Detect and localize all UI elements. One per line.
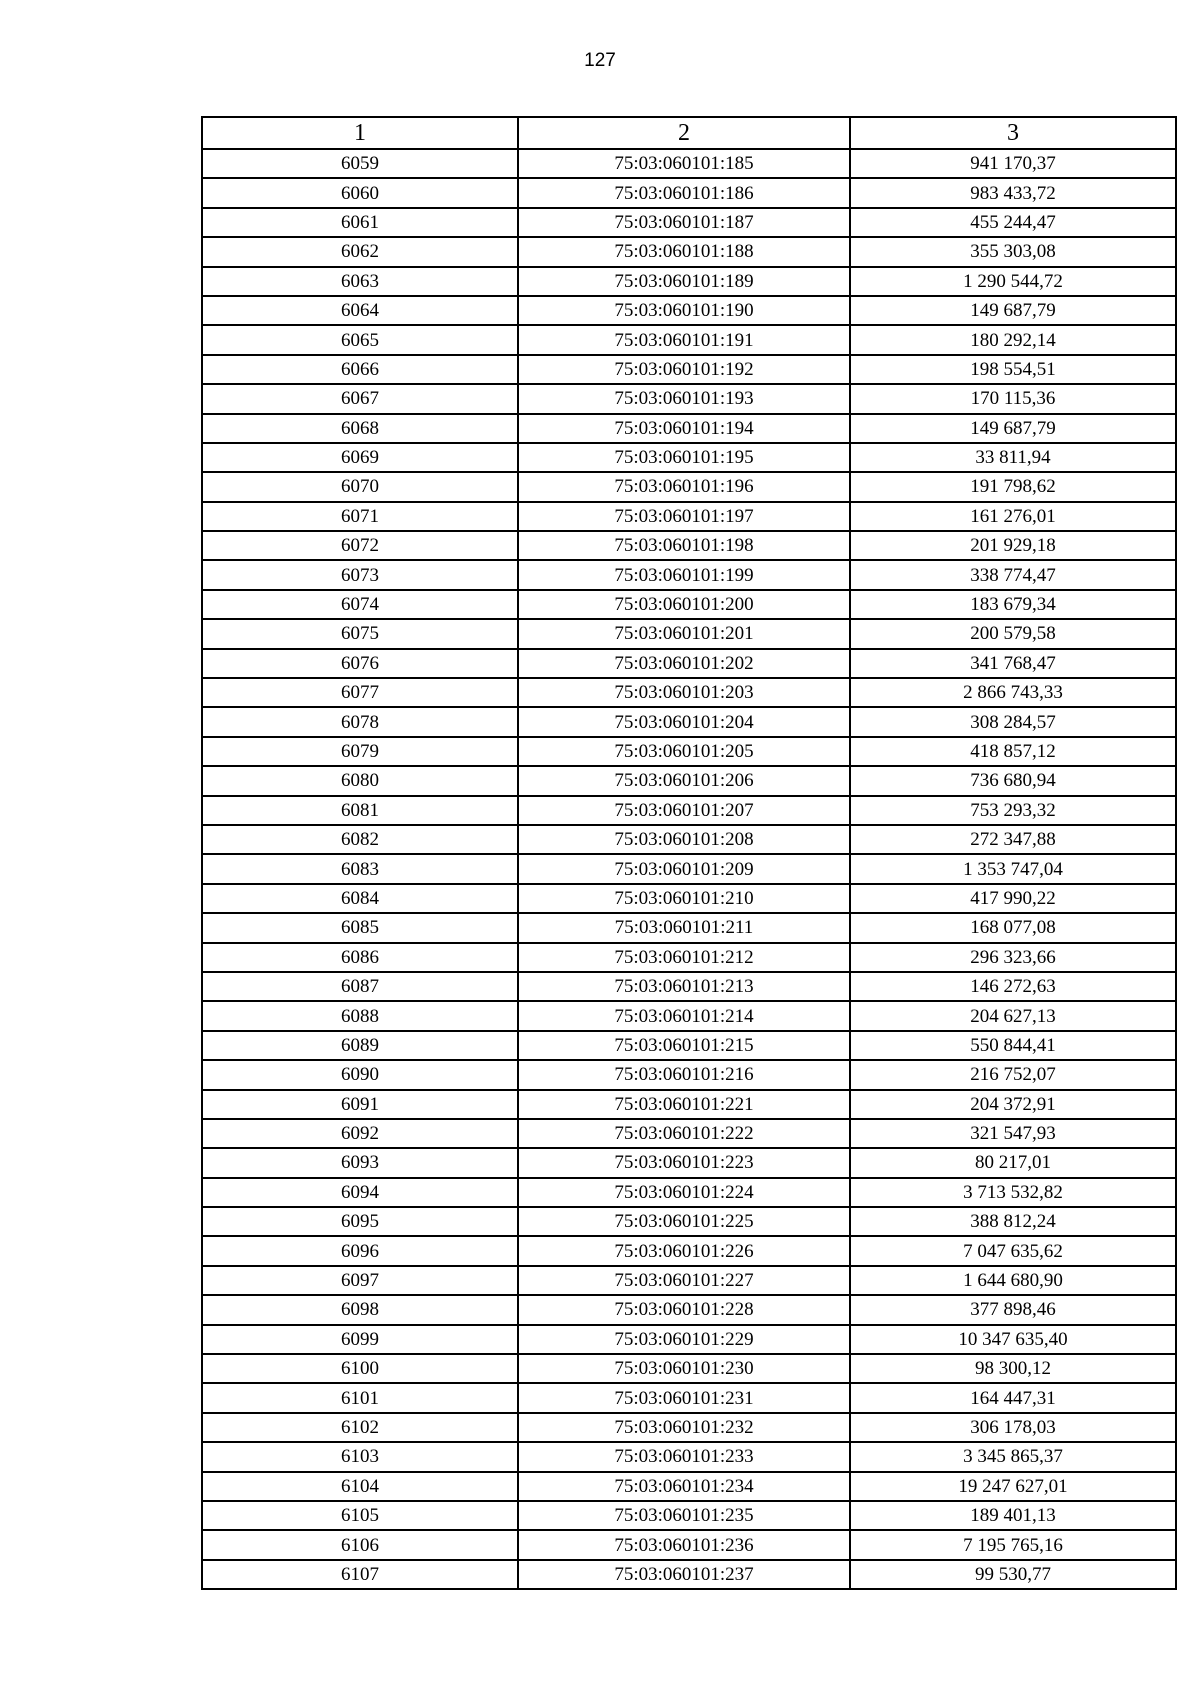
table-row [202, 737, 1176, 766]
value-cell: 183 679,34 [850, 590, 1176, 619]
value-cell: 355 303,08 [850, 237, 1176, 266]
value-cell: 204 627,13 [850, 1001, 1176, 1030]
cadastral-number-cell: 75:03:060101:193 [518, 384, 850, 413]
value-cell: 377 898,46 [850, 1295, 1176, 1324]
value-cell: 1 353 747,04 [850, 854, 1176, 883]
cadastral-number-cell: 75:03:060101:229 [518, 1325, 850, 1354]
table-row [202, 649, 1176, 678]
cadastral-number-cell: 75:03:060101:197 [518, 502, 850, 531]
value-cell: 216 752,07 [850, 1060, 1176, 1089]
row-number-cell: 6090 [202, 1060, 518, 1089]
table-row [202, 678, 1176, 707]
value-cell: 1 644 680,90 [850, 1266, 1176, 1295]
table-header [202, 117, 1176, 149]
value-cell: 180 292,14 [850, 325, 1176, 354]
table-row [202, 1442, 1176, 1471]
table-row [202, 267, 1176, 296]
value-cell: 170 115,36 [850, 384, 1176, 413]
row-number-cell: 6077 [202, 678, 518, 707]
value-cell: 418 857,12 [850, 737, 1176, 766]
value-cell: 98 300,12 [850, 1354, 1176, 1383]
table-row [202, 943, 1176, 972]
value-cell: 149 687,79 [850, 296, 1176, 325]
cadastral-number-cell: 75:03:060101:235 [518, 1501, 850, 1530]
cadastral-number-cell: 75:03:060101:227 [518, 1266, 850, 1295]
cadastral-number-cell: 75:03:060101:230 [518, 1354, 850, 1383]
column-header-2: 2 [518, 117, 850, 149]
cadastral-number-cell: 75:03:060101:200 [518, 590, 850, 619]
cadastral-number-cell: 75:03:060101:187 [518, 208, 850, 237]
table-row [202, 854, 1176, 883]
value-cell: 736 680,94 [850, 766, 1176, 795]
row-number-cell: 6068 [202, 414, 518, 443]
table-body [202, 149, 1176, 1589]
cadastral-number-cell: 75:03:060101:231 [518, 1383, 850, 1412]
row-number-cell: 6079 [202, 737, 518, 766]
row-number-cell: 6105 [202, 1501, 518, 1530]
row-number-cell: 6103 [202, 1442, 518, 1471]
cadastral-number-cell: 75:03:060101:236 [518, 1530, 850, 1559]
value-cell: 306 178,03 [850, 1413, 1176, 1442]
cadastral-number-cell: 75:03:060101:232 [518, 1413, 850, 1442]
table-row [202, 619, 1176, 648]
table-row [202, 1472, 1176, 1501]
data-table [201, 116, 1177, 1590]
value-cell: 161 276,01 [850, 502, 1176, 531]
row-number-cell: 6065 [202, 325, 518, 354]
table-row [202, 472, 1176, 501]
cadastral-number-cell: 75:03:060101:209 [518, 854, 850, 883]
table-row [202, 1119, 1176, 1148]
cadastral-number-cell: 75:03:060101:215 [518, 1031, 850, 1060]
row-number-cell: 6062 [202, 237, 518, 266]
row-number-cell: 6070 [202, 472, 518, 501]
column-header-3: 3 [850, 117, 1176, 149]
cadastral-number-cell: 75:03:060101:221 [518, 1090, 850, 1119]
value-cell: 10 347 635,40 [850, 1325, 1176, 1354]
table-row [202, 1354, 1176, 1383]
row-number-cell: 6080 [202, 766, 518, 795]
table-row [202, 766, 1176, 795]
cadastral-number-cell: 75:03:060101:233 [518, 1442, 850, 1471]
cadastral-number-cell: 75:03:060101:226 [518, 1236, 850, 1265]
table-row [202, 825, 1176, 854]
cadastral-number-cell: 75:03:060101:191 [518, 325, 850, 354]
row-number-cell: 6106 [202, 1530, 518, 1559]
cadastral-number-cell: 75:03:060101:234 [518, 1472, 850, 1501]
row-number-cell: 6089 [202, 1031, 518, 1060]
value-cell: 2 866 743,33 [850, 678, 1176, 707]
row-number-cell: 6096 [202, 1236, 518, 1265]
row-number-cell: 6091 [202, 1090, 518, 1119]
value-cell: 321 547,93 [850, 1119, 1176, 1148]
table-row [202, 237, 1176, 266]
value-cell: 191 798,62 [850, 472, 1176, 501]
table-row [202, 1560, 1176, 1589]
value-cell: 550 844,41 [850, 1031, 1176, 1060]
row-number-cell: 6085 [202, 913, 518, 942]
table-row [202, 1413, 1176, 1442]
table-row [202, 1060, 1176, 1089]
value-cell: 417 990,22 [850, 884, 1176, 913]
value-cell: 338 774,47 [850, 560, 1176, 589]
table-row [202, 325, 1176, 354]
value-cell: 1 290 544,72 [850, 267, 1176, 296]
table-row [202, 443, 1176, 472]
table-row [202, 414, 1176, 443]
table-row [202, 178, 1176, 207]
value-cell: 204 372,91 [850, 1090, 1176, 1119]
row-number-cell: 6072 [202, 531, 518, 560]
value-cell: 941 170,37 [850, 149, 1176, 178]
cadastral-number-cell: 75:03:060101:190 [518, 296, 850, 325]
value-cell: 296 323,66 [850, 943, 1176, 972]
value-cell: 455 244,47 [850, 208, 1176, 237]
table-row [202, 560, 1176, 589]
value-cell: 149 687,79 [850, 414, 1176, 443]
table-row [202, 1325, 1176, 1354]
row-number-cell: 6067 [202, 384, 518, 413]
value-cell: 388 812,24 [850, 1207, 1176, 1236]
table-row [202, 208, 1176, 237]
cadastral-number-cell: 75:03:060101:223 [518, 1148, 850, 1177]
value-cell: 80 217,01 [850, 1148, 1176, 1177]
row-number-cell: 6084 [202, 884, 518, 913]
table-row [202, 1001, 1176, 1030]
table-row [202, 590, 1176, 619]
cadastral-number-cell: 75:03:060101:186 [518, 178, 850, 207]
cadastral-number-cell: 75:03:060101:208 [518, 825, 850, 854]
cadastral-number-cell: 75:03:060101:212 [518, 943, 850, 972]
row-number-cell: 6081 [202, 796, 518, 825]
value-cell: 168 077,08 [850, 913, 1176, 942]
row-number-cell: 6071 [202, 502, 518, 531]
value-cell: 341 768,47 [850, 649, 1176, 678]
table-row [202, 296, 1176, 325]
cadastral-number-cell: 75:03:060101:225 [518, 1207, 850, 1236]
row-number-cell: 6102 [202, 1413, 518, 1442]
value-cell: 200 579,58 [850, 619, 1176, 648]
table-row [202, 531, 1176, 560]
table-row [202, 796, 1176, 825]
value-cell: 753 293,32 [850, 796, 1176, 825]
row-number-cell: 6073 [202, 560, 518, 589]
value-cell: 272 347,88 [850, 825, 1176, 854]
row-number-cell: 6099 [202, 1325, 518, 1354]
cadastral-number-cell: 75:03:060101:228 [518, 1295, 850, 1324]
cadastral-number-cell: 75:03:060101:188 [518, 237, 850, 266]
cadastral-number-cell: 75:03:060101:195 [518, 443, 850, 472]
cadastral-number-cell: 75:03:060101:214 [518, 1001, 850, 1030]
cadastral-number-cell: 75:03:060101:204 [518, 707, 850, 736]
row-number-cell: 6082 [202, 825, 518, 854]
value-cell: 3 345 865,37 [850, 1442, 1176, 1471]
cadastral-number-cell: 75:03:060101:201 [518, 619, 850, 648]
row-number-cell: 6060 [202, 178, 518, 207]
row-number-cell: 6100 [202, 1354, 518, 1383]
table-row [202, 707, 1176, 736]
table-header-row [202, 117, 1176, 149]
table-row [202, 1295, 1176, 1324]
column-header-1: 1 [202, 117, 518, 149]
table-row [202, 1501, 1176, 1530]
cadastral-number-cell: 75:03:060101:224 [518, 1178, 850, 1207]
row-number-cell: 6066 [202, 355, 518, 384]
cadastral-number-cell: 75:03:060101:213 [518, 972, 850, 1001]
cadastral-number-cell: 75:03:060101:206 [518, 766, 850, 795]
row-number-cell: 6095 [202, 1207, 518, 1236]
row-number-cell: 6074 [202, 590, 518, 619]
row-number-cell: 6061 [202, 208, 518, 237]
table-row [202, 502, 1176, 531]
cadastral-number-cell: 75:03:060101:189 [518, 267, 850, 296]
cadastral-number-cell: 75:03:060101:222 [518, 1119, 850, 1148]
table-row [202, 972, 1176, 1001]
table-row [202, 884, 1176, 913]
cadastral-number-cell: 75:03:060101:199 [518, 560, 850, 589]
table-row [202, 149, 1176, 178]
row-number-cell: 6101 [202, 1383, 518, 1412]
table-row [202, 913, 1176, 942]
cadastral-number-cell: 75:03:060101:210 [518, 884, 850, 913]
row-number-cell: 6094 [202, 1178, 518, 1207]
table-row [202, 1383, 1176, 1412]
row-number-cell: 6083 [202, 854, 518, 883]
table-row [202, 1207, 1176, 1236]
value-cell: 99 530,77 [850, 1560, 1176, 1589]
row-number-cell: 6088 [202, 1001, 518, 1030]
value-cell: 983 433,72 [850, 178, 1176, 207]
table-row [202, 1266, 1176, 1295]
row-number-cell: 6064 [202, 296, 518, 325]
row-number-cell: 6069 [202, 443, 518, 472]
cadastral-number-cell: 75:03:060101:194 [518, 414, 850, 443]
table-row [202, 1031, 1176, 1060]
table-row [202, 1236, 1176, 1265]
value-cell: 146 272,63 [850, 972, 1176, 1001]
row-number-cell: 6078 [202, 707, 518, 736]
cadastral-number-cell: 75:03:060101:237 [518, 1560, 850, 1589]
row-number-cell: 6086 [202, 943, 518, 972]
page-number: 127 [584, 50, 616, 71]
cadastral-number-cell: 75:03:060101:216 [518, 1060, 850, 1089]
value-cell: 19 247 627,01 [850, 1472, 1176, 1501]
row-number-cell: 6104 [202, 1472, 518, 1501]
row-number-cell: 6059 [202, 149, 518, 178]
cadastral-number-cell: 75:03:060101:202 [518, 649, 850, 678]
value-cell: 7 195 765,16 [850, 1530, 1176, 1559]
row-number-cell: 6076 [202, 649, 518, 678]
row-number-cell: 6093 [202, 1148, 518, 1177]
row-number-cell: 6063 [202, 267, 518, 296]
table-row [202, 1530, 1176, 1559]
table-row [202, 1178, 1176, 1207]
value-cell: 198 554,51 [850, 355, 1176, 384]
value-cell: 33 811,94 [850, 443, 1176, 472]
table-row [202, 1148, 1176, 1177]
table-row [202, 355, 1176, 384]
row-number-cell: 6087 [202, 972, 518, 1001]
value-cell: 201 929,18 [850, 531, 1176, 560]
cadastral-number-cell: 75:03:060101:192 [518, 355, 850, 384]
row-number-cell: 6107 [202, 1560, 518, 1589]
value-cell: 164 447,31 [850, 1383, 1176, 1412]
row-number-cell: 6075 [202, 619, 518, 648]
row-number-cell: 6097 [202, 1266, 518, 1295]
cadastral-number-cell: 75:03:060101:196 [518, 472, 850, 501]
cadastral-number-cell: 75:03:060101:205 [518, 737, 850, 766]
value-cell: 7 047 635,62 [850, 1236, 1176, 1265]
cadastral-number-cell: 75:03:060101:185 [518, 149, 850, 178]
cadastral-number-cell: 75:03:060101:211 [518, 913, 850, 942]
value-cell: 308 284,57 [850, 707, 1176, 736]
value-cell: 3 713 532,82 [850, 1178, 1176, 1207]
row-number-cell: 6098 [202, 1295, 518, 1324]
table-row [202, 384, 1176, 413]
table-row [202, 1090, 1176, 1119]
cadastral-number-cell: 75:03:060101:203 [518, 678, 850, 707]
value-cell: 189 401,13 [850, 1501, 1176, 1530]
cadastral-number-cell: 75:03:060101:198 [518, 531, 850, 560]
cadastral-number-cell: 75:03:060101:207 [518, 796, 850, 825]
row-number-cell: 6092 [202, 1119, 518, 1148]
